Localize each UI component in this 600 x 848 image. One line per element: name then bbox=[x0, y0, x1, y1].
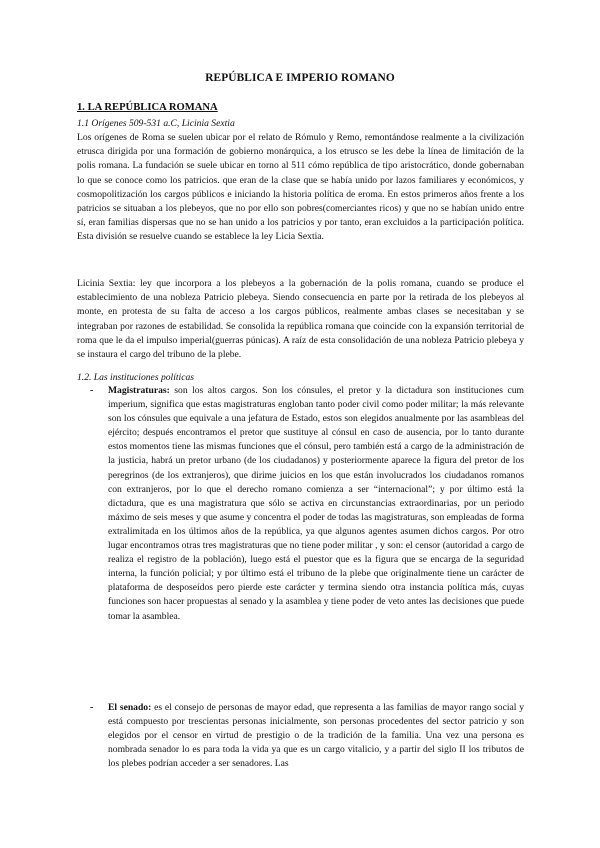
section-heading-republica: 1. LA REPÚBLICA ROMANA bbox=[77, 102, 218, 113]
subsection-heading-instituciones: 1.2. Las instituciones políticas bbox=[77, 372, 194, 383]
list-item-magistraturas bbox=[108, 384, 524, 624]
paragraph-licinia-sextia: Licinia Sextia: ley que incorpora a los plebeyos a la gobernación de la polis romana, cuando se produce el establecimiento de una nobleza Patricio plebeya. Siendo consecuencia en parte por la retirada de los plebeyos al monte, en protesta de su falta de acceso a los cargos públicos, realmente ambas clases se necesitaban y se integraban por razones de estabilidad. Se consolida la república romana que coincide con la expansión territorial de roma que le da el impulso imperial(guerras púnicas). A raíz de esta consolidación de una nobleza Patricio plebeya y se instaura el cargo del tribuno de la plebe. bbox=[77, 278, 524, 361]
list-bullet: - bbox=[90, 702, 94, 713]
paragraph-origenes: Los orígenes de Roma se suelen ubicar por el relato de Rómulo y Remo, remontándose realmente a la civilización etrusca dirigida por una formación de gobierno monárquica, a los etrusco se les debe la línea de limitación de la polis romana. La fundación se suele ubicar en torno al 511 cómo república de tipo aristocrático, donde gobernaban lo que se conoce como los patricios. que eran de la clase que se había unido por lazos familiares y económicos, y cosmopolitización los cargos públicos e iniciando la historia política de eroma. En estos primeros años frente a los patricios se situaban a los plebeyos, que no por ello son pobres(comerciantes ricos) y que no se habían unido entre sí, eran familias dispersas que no se han unido a los patricios y por tanto, eran excluidos a la participación política. Esta división se resuelve cuando se establece la ley Licia Sextia. bbox=[77, 132, 524, 243]
item-text: son los altos cargos. Son los cónsules, el pretor y la dictadura son instituciones cum imperium, significa que estas magistraturas engloban tanto poder civil como poder militar; la más relevante son los cónsules que equivale a una jefatura de Estado, estos son elegidos anualmente por las asambleas del ejército; después encontramos el pretor que sustituye al cónsul en caso de ausencia, por lo tanto durante estos momentos tiene las mismas funciones que el cónsul, pero también está a cargo de la administración de la justicia, habrá un pretor urbano (de los ciudadanos) y posteriormente aparece la figura del pretor de los peregrinos (de los extranjeros), que dirime juicios en los que están involucrados los ciudadanos romanos con extranjeros, por lo que el derecho romano comienza a ser “internacional”; y por último está la dictadura, que es una magistratura que sólo se activa en circunstancias extraordinarias, por un periodo máximo de seis meses y que asume y concentra el poder de todas las magistraturas, son empleadas de forma extralimitada en los últimos años de la república, ya que algunos agentes asumen dichos cargos. Por otro lugar encontramos otras tres magistraturas que no tiene poder militar , y son: el censor (autoridad a cargo de realiza el registro de la población), luego está el puestor que es la figura que se encarga de la seguridad interna, la función policial; y por último está el tribuno de la plebe que originalmente tiene un carácter de plataforma de desposeídos pero pierde este carácter y termina siendo otra instancia política más, cuyas funciones son hacer propuestas al senado y la asamblea y tiene poder de veto antes las decisiones que puede tomar la asamblea. bbox=[108, 385, 524, 622]
term-senado: El senado: bbox=[108, 702, 152, 713]
term-magistraturas: Magistraturas: bbox=[108, 385, 170, 396]
list-item-senado bbox=[108, 701, 524, 771]
subsection-heading-origenes: 1.1 Orígenes 509-531 a.C, Licinia Sextia bbox=[77, 118, 235, 129]
list-bullet: - bbox=[90, 385, 94, 396]
item-text: es el consejo de personas de mayor edad, que representa a las familias de mayor rango social y está compuesto por trescientas personas inicialmente, son personas procedentes del sector patricio y son elegidos por el censor en virtud de prestigio o de la tradición de la familia. Una vez una persona es nombrada senador lo es para toda la vida ya que es un cargo vitalicio, y a partir del siglo II los tributos de los plebes podrían acceder a ser senadores. Las bbox=[108, 702, 524, 770]
document-title: REPÚBLICA E IMPERIO ROMANO bbox=[205, 72, 395, 84]
